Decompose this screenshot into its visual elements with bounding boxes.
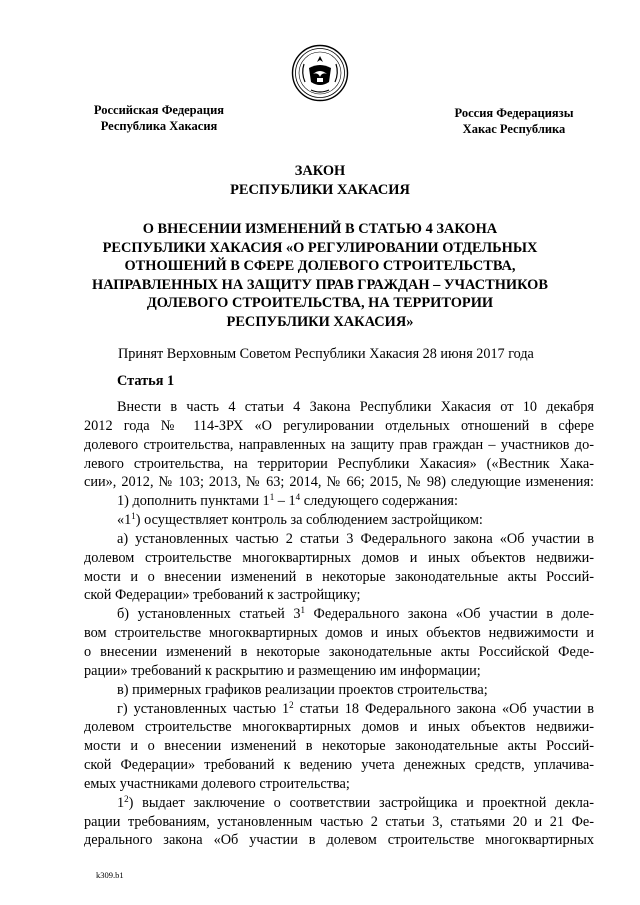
header-right-line: Хакас Республика — [462, 122, 566, 136]
superscript: 1 — [300, 605, 305, 616]
adoption-statement: Принят Верховным Советом Республики Хакасия 28 июня 2017 года — [118, 346, 534, 362]
law-title — [0, 162, 640, 200]
article-body — [84, 398, 594, 850]
superscript: 2 — [124, 793, 129, 804]
body-text: 1 — [117, 794, 125, 811]
superscript: 4 — [295, 492, 301, 503]
law-title-line: ЗАКОН — [294, 163, 346, 179]
header-right-line: Россия Федерациязы — [454, 106, 574, 120]
amendment-title-line: РЕСПУБЛИКИ ХАКАСИЯ «О РЕГУЛИРОВАНИИ ОТДЕЛЬНЫХ — [102, 239, 538, 256]
body-line: мости и о внесении изменений в некоторые законодательные акты Россий- — [84, 568, 594, 585]
header-left-line: Республика Хакасия — [100, 119, 218, 133]
body-line: рации требованиям, установленным частью 2 статьи 3, статьями 20 и 21 Фе- — [84, 813, 594, 830]
body-text: б) установленных статьей 3 — [117, 606, 301, 623]
body-line — [84, 511, 594, 530]
law-title-line: РЕСПУБЛИКИ ХАКАСИЯ — [230, 182, 410, 198]
body-line: в) примерных графиков реализации проектов строительства; — [117, 681, 488, 698]
coat-of-arms-icon — [291, 44, 349, 102]
superscript: 1 — [269, 492, 275, 503]
body-line: а) установленных частью 2 статьи 3 Федерального закона «Об участии в — [117, 530, 594, 547]
body-text: ) осуществляет контроль за соблюдением застройщиком: — [135, 512, 483, 529]
body-line: левого строительства, на территории Республики Хакасия» («Вестник Хака- — [84, 455, 594, 472]
body-line — [84, 492, 594, 511]
header-left — [84, 102, 234, 134]
body-line: о внесении изменений в некоторые законодательные акты Российской Феде- — [84, 643, 594, 660]
body-line: долевого строительства, направленных на защиту прав граждан – участников до- — [84, 436, 594, 453]
body-line: сии», 2012, № 103; 2013, № 63; 2014, № 66; 2015, № 98) следующие изменения: — [84, 474, 594, 491]
amendment-title-line: НАПРАВЛЕННЫХ НА ЗАЩИТУ ПРАВ ГРАЖДАН – УЧАСТНИКОВ — [92, 276, 548, 293]
body-line — [84, 605, 594, 624]
body-line: долевом строительстве многоквартирных домов и иных объектов недвижи- — [84, 719, 594, 736]
article-heading: Статья 1 — [117, 373, 175, 389]
body-text: «1 — [117, 512, 132, 529]
amendment-title — [0, 220, 640, 331]
body-text: следующего содержания: — [300, 493, 458, 510]
amendment-title-line: РЕСПУБЛИКИ ХАКАСИЯ» — [226, 313, 414, 330]
body-text: Федерального закона «Об участии в доле- — [305, 606, 594, 623]
body-text: г) установленных частью 1 — [117, 700, 290, 717]
body-line: ской Федерации» требований к ведению учета денежных средств, уплачива- — [84, 757, 594, 774]
body-line: ской Федерации» требований к застройщику; — [84, 587, 361, 604]
superscript: 1 — [131, 511, 136, 522]
body-line: емых участниками долевого строительства; — [84, 775, 350, 792]
body-text: ) выдает заключение о соответствии застройщика и проектной декла- — [128, 794, 594, 811]
superscript: 2 — [289, 699, 294, 710]
amendment-title-line: ДОЛЕВОГО СТРОИТЕЛЬСТВА, НА ТЕРРИТОРИИ — [146, 295, 494, 311]
body-line: 2012 года № 114-ЗРХ «О регулировании отдельных отношений в сфере — [84, 417, 594, 434]
body-text: – 1 — [274, 493, 296, 510]
body-line: Внести в часть 4 статьи 4 Закона Республики Хакасия от 10 декабря — [117, 399, 594, 415]
body-text: статьи 18 Федерального закона «Об участии в — [293, 700, 594, 717]
body-line: долевом строительстве многоквартирных домов и иных объектов недвижи- — [84, 549, 594, 566]
body-line — [84, 794, 594, 813]
amendment-title-line: О ВНЕСЕНИИ ИЗМЕНЕНИЙ В СТАТЬЮ 4 ЗАКОНА — [142, 221, 498, 237]
body-line: рации» требований к раскрытию и размещению им информации; — [84, 662, 481, 679]
header-left-line: Российская Федерация — [93, 103, 225, 117]
body-line: вом строительстве многоквартирных домов и иных объектов недвижимости и — [84, 625, 594, 642]
body-line — [84, 700, 594, 719]
footer-code: k309.b1 — [96, 870, 124, 880]
body-line: мости и о внесении изменений в некоторые законодательные акты Россий- — [84, 738, 594, 755]
amendment-title-line: ОТНОШЕНИЙ В СФЕРЕ ДОЛЕВОГО СТРОИТЕЛЬСТВА, — [124, 258, 516, 274]
header-right — [446, 105, 582, 137]
body-line: дерального закона «Об участии в долевом строительстве многоквартирных — [84, 832, 594, 849]
body-text: 1) дополнить пунктами 1 — [117, 493, 270, 510]
